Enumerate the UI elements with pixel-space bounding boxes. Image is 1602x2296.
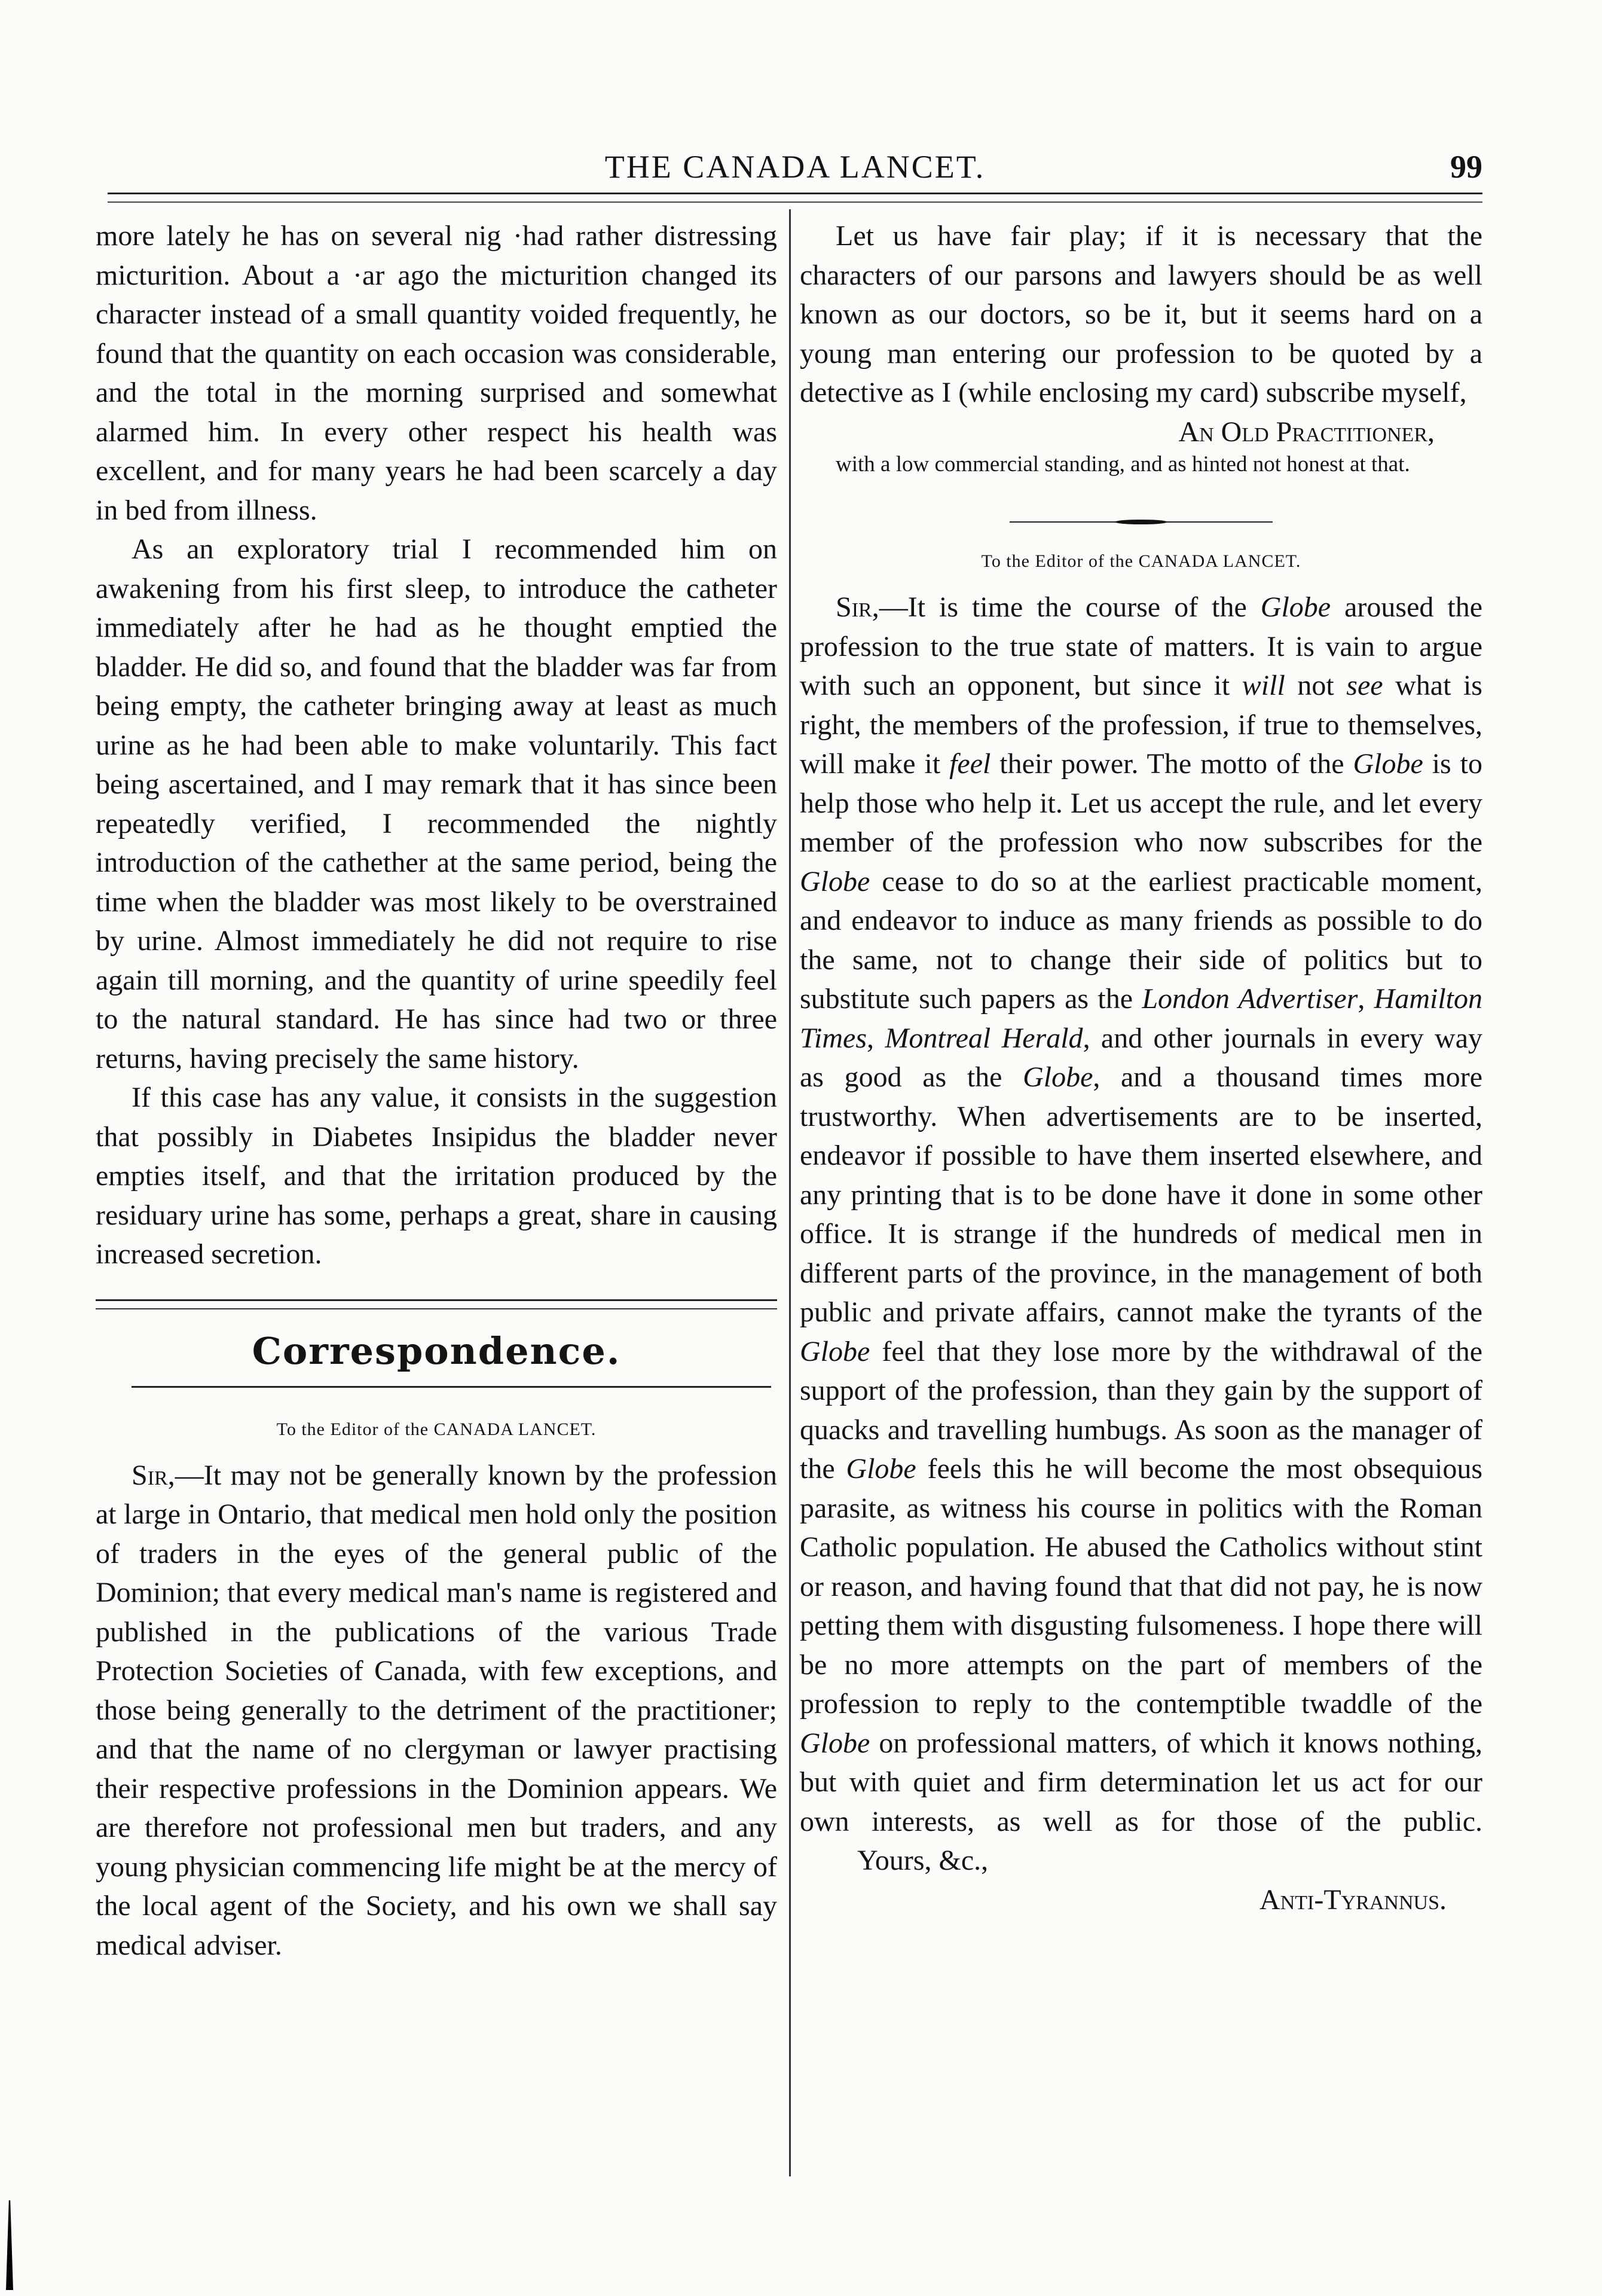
letter-1-salutation: Sir, bbox=[132, 1459, 175, 1491]
case-paragraph-3: If this case has any value, it consists in the suggestion that possibly in Diabetes Insipidus the bladder never empties itself, and that the irritation produced by the residuary urine has some, perhaps a great, share in causing increased secretion. bbox=[96, 1082, 777, 1270]
case-paragraph-2: As an exploratory trial I recommended him on awakening from his first sleep, to introduce the catheter immediately after he had as he thought emptied the bladder. He did so, and found that the bladder was far from being empty, the catheter bringing away at least as much urine as he had been able to make voluntarily. This fact being ascertained, and I may remark that it has since been repeatedly verified, I recommended the nightly introduction of the cathether at the same period, being the time when the bladder was most likely to be overstrained by urine. Almost immediately he did not require to rise again till morning, and the quantity of urine speedily feel to the natural standard. He has since had two or three returns, having precisely the same history. bbox=[96, 533, 777, 1074]
editor-address-2: To the Editor of the CANADA LANCET. bbox=[981, 551, 1301, 571]
letter-1-postscript: with a low commercial standing, and as hinted not honest at that. bbox=[836, 452, 1410, 477]
page-number: 99 bbox=[1450, 149, 1482, 185]
running-head bbox=[108, 148, 1482, 190]
journal-title: THE CANADA LANCET. bbox=[604, 149, 986, 185]
letter-1-body bbox=[96, 1456, 777, 1965]
letter-2-signature: Anti-Tyrannus. bbox=[1259, 1883, 1447, 1916]
editor-address: To the Editor of the CANADA LANCET. bbox=[276, 1419, 597, 1439]
ornamental-divider bbox=[1010, 518, 1273, 526]
case-paragraph-1: more lately he has on several nig ·had rather distressing micturition. About a ·ar ago the micturition changed its character instead of a small quantity voided frequently, he found that the quantity on each occasion was considerable, and the total in the morning surprised and somewhat alarmed him. In every other respect his health was excellent, and for many years he had been scarcely a day in bed from illness. bbox=[96, 220, 777, 526]
section-title: Correspondence. bbox=[252, 1329, 621, 1373]
margin-mark bbox=[6, 2200, 13, 2290]
section-underline bbox=[132, 1386, 771, 1388]
right-column bbox=[800, 216, 1482, 1919]
left-column bbox=[96, 216, 777, 1965]
letter-1-text: —It may not be generally known by the profession at large in Ontario, that medical men hold only the position of traders in the eyes of the general public of the Dominion; that every medical man's name is registered and published in the publications of the various Trade Protection Societies of Canada, with few exceptions, and those being generally to the detriment of the practitioner; and that the name of no clergyman or lawyer practising their respective professions in the Dominion appears. We are therefore not professional men but traders, and any young physician commencing life might be at the mercy of the local agent of the Society, and his own we shall say medical adviser. bbox=[96, 1459, 777, 1961]
header-rule bbox=[108, 193, 1482, 203]
letter-1-continued: Let us have fair play; if it is necessary that the characters of our parsons and lawyers should be as well known as our doctors, so be it, but it seems hard on a young man entering our profession to be quoted by a detective as I (while enclosing my card) subscribe myself, bbox=[800, 220, 1482, 408]
letter-2-closing: Yours, &c., bbox=[857, 1845, 989, 1876]
letter-2-salutation: Sir, bbox=[836, 591, 879, 623]
letter-1-signature: An Old Practitioner, bbox=[1178, 416, 1435, 448]
letter-2-body: Sir,—It is time the course of the Globe aroused the profession to the true state of matters. It is vain to argue with such an opponent, but since it will not see what is right, the members of the profession, if true to themselves, will make it feel their power. The motto of the Globe is to help those who help it. Let us accept the rule, and let every member of the profession who now subscribes for the Globe cease to do so at the earliest practicable moment, and endeavor to induce as many friends as possible to do the same, not to change their side of politics but to substitute such papers as the London Advertiser, Hamilton Times, Montreal Herald, and other journals in every way as good as the Globe, and a thousand times more trustworthy. When advertisements are to be inserted, endeavor if possible to have them inserted elsewhere, and any printing that is to be done have it done in some other office. It is strange if the hundreds of medical men in different parts of the province, in the management of both public and private affairs, cannot make the tyrants of the Globe feel that they lose more by the withdrawal of the support of the profession, than they gain by the support of quacks and travelling humbugs. As soon as the manager of the Globe feels this he will become the most obsequious parasite, as witness his course in politics with the Roman Catholic population. He abused the Catholics without stint or reason, and having found that that did not pay, he is now petting them with disgusting fulsomeness. I hope there will be no more attempts on the part of members of the profession to reply to the contemptible twaddle of the Globe on professional matters, of which it knows nothing, but with quiet and firm determination let us act for our own interests, as well as for those of the public. Yours, &c., bbox=[800, 591, 1483, 1876]
section-rule bbox=[96, 1299, 777, 1309]
column-divider bbox=[789, 209, 791, 2176]
